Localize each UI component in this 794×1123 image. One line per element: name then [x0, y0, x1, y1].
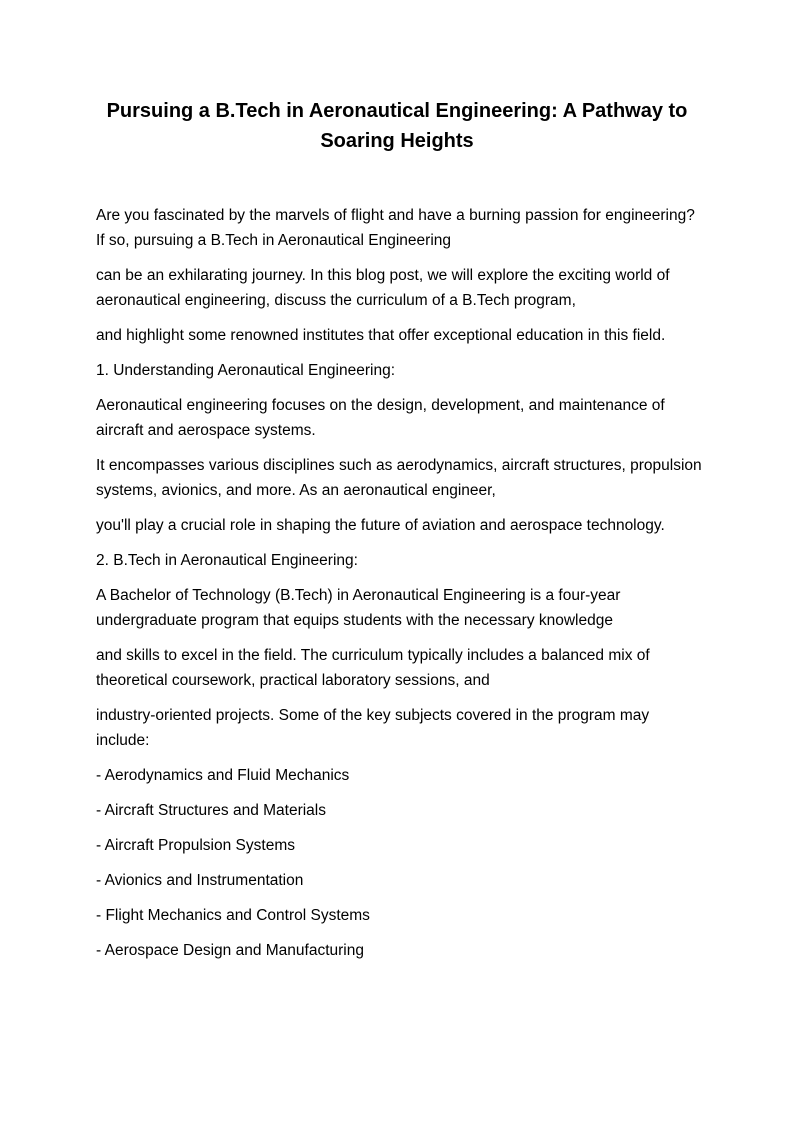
paragraph-intro-2: can be an exhilarating journey. In this blog post, we will explore the exciting world of aeronautical engineering, discuss the curriculum of a B.Tech program,	[96, 267, 670, 309]
list-item: - Aircraft Propulsion Systems	[96, 837, 295, 854]
paragraph-btech-2: and skills to excel in the field. The curriculum typically includes a balanced mix of theoretical coursework, practical laboratory sessions, and	[96, 647, 650, 689]
section-heading-understanding: 1. Understanding Aeronautical Engineering:	[96, 362, 396, 379]
subject-list	[96, 763, 706, 963]
paragraph-btech-3: industry-oriented projects. Some of the key subjects covered in the program may include:	[96, 707, 650, 749]
section-heading-btech: 2. B.Tech in Aeronautical Engineering:	[96, 552, 358, 569]
document-title: Pursuing a B.Tech in Aeronautical Engineering: A Pathway to Soaring Heights	[106, 100, 688, 152]
list-item: - Aircraft Structures and Materials	[96, 802, 326, 819]
list-item: - Aerospace Design and Manufacturing	[96, 942, 364, 959]
list-item: - Flight Mechanics and Control Systems	[96, 907, 370, 924]
paragraph-understanding-3: you'll play a crucial role in shaping the future of aviation and aerospace technology.	[96, 517, 665, 534]
paragraph-intro-3: and highlight some renowned institutes that offer exceptional education in this field.	[96, 327, 666, 344]
list-item: - Aerodynamics and Fluid Mechanics	[96, 767, 350, 784]
paragraph-understanding-2: It encompasses various disciplines such as aerodynamics, aircraft structures, propulsion systems, avionics, and more. As an aeronautical engineer,	[96, 457, 702, 499]
paragraph-intro-1: Are you fascinated by the marvels of flight and have a burning passion for engineering? If so, pursuing a B.Tech in Aeronautical Engineering	[96, 207, 695, 249]
list-item: - Avionics and Instrumentation	[96, 872, 304, 889]
document-body	[96, 203, 706, 973]
paragraph-btech-1: A Bachelor of Technology (B.Tech) in Aeronautical Engineering is a four-year undergraduate program that equips students with the necessary knowledge	[96, 587, 621, 629]
paragraph-understanding-1: Aeronautical engineering focuses on the design, development, and maintenance of aircraft and aerospace systems.	[96, 397, 665, 439]
